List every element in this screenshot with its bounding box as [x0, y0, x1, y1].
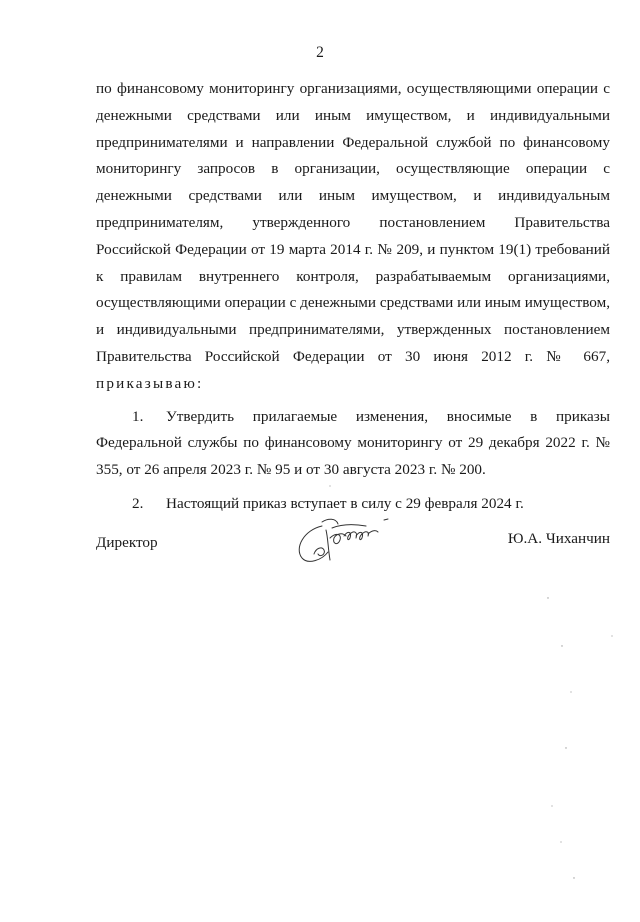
signer-position: Директор [96, 534, 158, 551]
order-item-2-text: Настоящий приказ вступает в силу с 29 февраля 2024 г. [166, 494, 524, 512]
preamble-text: по финансовому мониторингу организациями, осуществляющими операции с денежными средствами или иным имуществом, и индивидуальными предпринимателями и направлении Федеральной службой по финансовому мониторингу запросов в организации, осуществляющие операции с денежными средствами или иным имуществом, и индивидуальным предпринимателям, утвержденного постановлением Правительства Российской Федерации от 19 марта 2014 г. № 209, и пунктом 19(1) требований к правилам внутреннего контроля, разрабатываемым организациями, осуществляющими операции с денежными средствами или иным имуществом, и индивидуальными предпринимателями, утвержденных постановлением Правительства Российской Федерации от 30 июня 2012 г. № 667, [96, 80, 610, 365]
preamble-paragraph [96, 76, 610, 398]
document-body [96, 76, 610, 518]
order-item-1-number: 1. [132, 407, 144, 425]
order-item-1-text: Утвердить прилагаемые изменения, вносимые в приказы Федеральной службы по финансовому мониторингу от 29 декабря 2022 г. № 355, от 26 апреля 2023 г. № 95 и от 30 августа 2023 г. № 200. [96, 407, 610, 479]
order-item-1 [96, 404, 610, 484]
signer-name: Ю.А. Чиханчин [507, 530, 610, 547]
signature-block [96, 520, 610, 580]
order-word: приказываю: [96, 374, 204, 392]
order-item-2-number: 2. [132, 494, 144, 512]
handwritten-signature [292, 508, 392, 568]
page-number: 2 [316, 44, 324, 61]
